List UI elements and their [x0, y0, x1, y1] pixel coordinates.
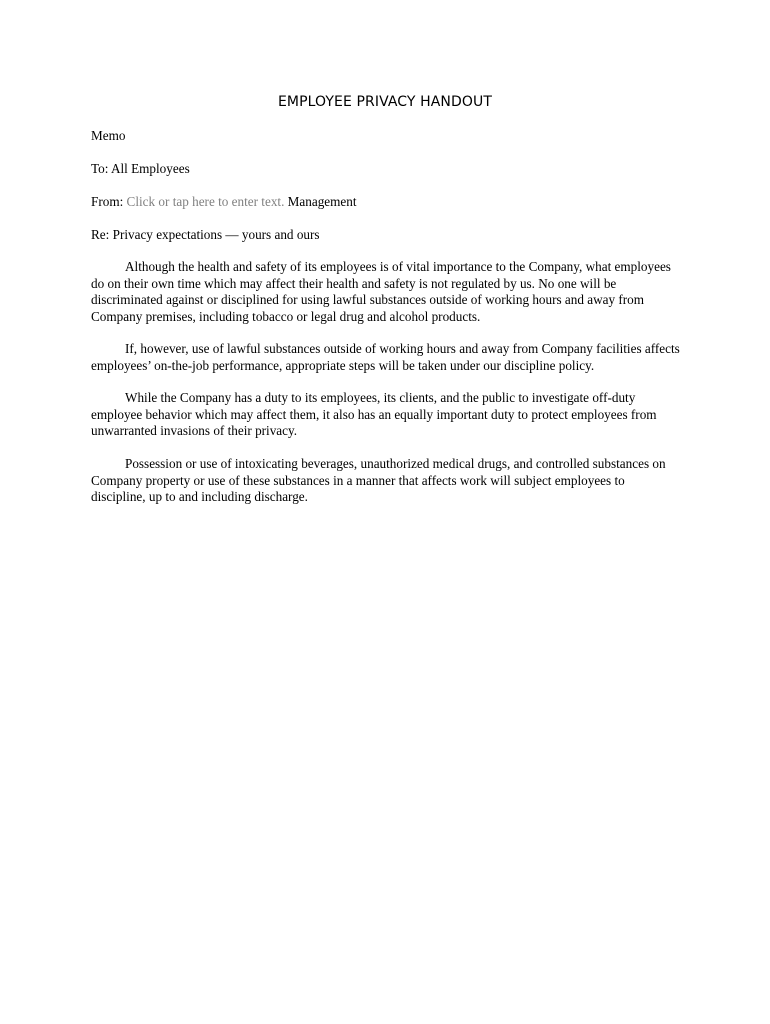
from-line — [91, 194, 357, 210]
document-title: EMPLOYEE PRIVACY HANDOUT — [277, 94, 493, 110]
paragraph-duty-privacy: While the Company has a duty to its employees, its clients, and the public to investigate off-duty employee behavior which may affect them, it also has an equally important duty to protect employees from unwarranted invasions of their privacy. — [91, 390, 657, 438]
paragraph-health-safety: Although the health and safety of its employees is of vital importance to the Company, what employees do on their own time which may affect their health and safety is not regulated by us. No one will be discriminated against or disciplined for using lawful substances outside of working hours and away from Company premises, including tobacco or legal drug and alcohol products. — [91, 259, 671, 324]
paragraph-performance: If, however, use of lawful substances outside of working hours and away from Company facilities affects employees’ on-the-job performance, appropriate steps will be taken under our discipline policy. — [91, 341, 680, 373]
paragraph-substances-discipline: Possession or use of intoxicating beverages, unauthorized medical drugs, and controlled substances on Company property or use of these substances in a manner that affects work will subject employees to discipline, up to and including discharge. — [91, 456, 666, 504]
to-line: To: All Employees — [91, 161, 190, 176]
re-line: Re: Privacy expectations — yours and ours — [91, 227, 320, 242]
from-value: Management — [284, 194, 357, 209]
from-placeholder-field[interactable]: Click or tap here to enter text. — [126, 194, 285, 209]
from-label: From: — [91, 194, 127, 209]
memo-label: Memo — [91, 128, 126, 143]
